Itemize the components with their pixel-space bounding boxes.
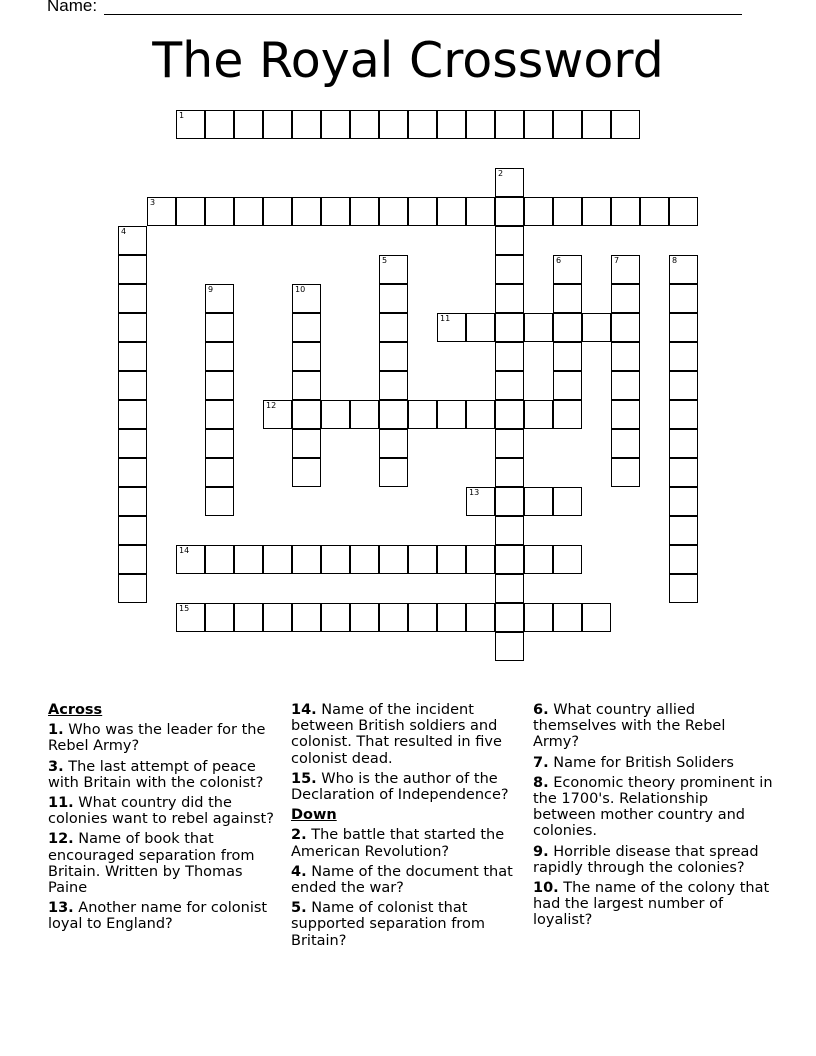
grid-cell[interactable] — [205, 371, 234, 400]
grid-cell[interactable] — [553, 313, 582, 342]
grid-cell[interactable] — [205, 284, 234, 313]
clue-number-label: 6 — [556, 256, 562, 265]
name-label: Name: — [47, 0, 98, 15]
clue-number: 1. — [48, 722, 64, 739]
clue-text: Name of colonist that supported separation from Britain? — [291, 900, 485, 949]
grid-cell[interactable] — [321, 545, 350, 574]
grid-cell[interactable] — [669, 400, 698, 429]
grid-cell[interactable] — [379, 371, 408, 400]
clue-text: Name of the incident between British soldiers and colonist. That resulted in five colonist dead. — [291, 702, 502, 767]
grid-cell[interactable] — [263, 603, 292, 632]
grid-cell[interactable] — [379, 458, 408, 487]
grid-cell[interactable] — [321, 400, 350, 429]
grid-cell[interactable] — [669, 342, 698, 371]
page-title: The Royal Crossword — [152, 32, 664, 89]
grid-cell[interactable] — [379, 400, 408, 429]
clue-number: 5. — [291, 900, 307, 917]
clue-number-label: 15 — [179, 604, 190, 613]
grid-cell[interactable] — [321, 110, 350, 139]
clue-number-label: 2 — [498, 169, 504, 178]
grid-cell[interactable] — [495, 255, 524, 284]
grid-cell[interactable] — [495, 516, 524, 545]
clue-number-label: 9 — [208, 285, 214, 294]
grid-cell[interactable] — [495, 603, 524, 632]
clue-across-11 — [48, 795, 284, 827]
clue-number-label: 1 — [179, 111, 185, 120]
grid-cell[interactable] — [205, 429, 234, 458]
clue-down-9 — [533, 844, 773, 876]
grid-cell[interactable] — [321, 603, 350, 632]
clue-down-4 — [291, 864, 521, 896]
grid-cell[interactable] — [292, 458, 321, 487]
grid-cell[interactable] — [234, 603, 263, 632]
grid-cell[interactable] — [118, 400, 147, 429]
grid-cell[interactable] — [611, 371, 640, 400]
grid-cell[interactable] — [118, 516, 147, 545]
clue-text: Who is the author of the Declaration of Independence? — [291, 770, 509, 804]
grid-cell[interactable] — [437, 197, 466, 226]
grid-cell[interactable] — [553, 371, 582, 400]
grid-cell[interactable] — [466, 545, 495, 574]
grid-cell[interactable] — [176, 110, 205, 139]
clue-across-3 — [48, 759, 284, 791]
grid-cell[interactable] — [408, 400, 437, 429]
clue-number-label: 8 — [672, 256, 678, 265]
grid-cell[interactable] — [292, 342, 321, 371]
grid-cell[interactable] — [495, 110, 524, 139]
clue-text: The battle that started the American Revolution? — [291, 827, 505, 860]
clue-down-2 — [291, 827, 521, 859]
clue-number-label: 4 — [121, 227, 127, 236]
grid-cell[interactable] — [437, 603, 466, 632]
grid-cell[interactable] — [118, 255, 147, 284]
grid-cell[interactable] — [495, 545, 524, 574]
grid-cell[interactable] — [669, 371, 698, 400]
grid-cell[interactable] — [524, 197, 553, 226]
clue-text: Who was the leader for the Rebel Army? — [48, 722, 266, 755]
grid-cell[interactable] — [118, 458, 147, 487]
grid-cell[interactable] — [263, 545, 292, 574]
grid-cell[interactable] — [611, 255, 640, 284]
grid-cell[interactable] — [379, 313, 408, 342]
clue-across-12 — [48, 831, 284, 896]
grid-cell[interactable] — [379, 603, 408, 632]
grid-cell[interactable] — [292, 110, 321, 139]
grid-cell[interactable] — [611, 342, 640, 371]
clue-number: 14. — [291, 702, 317, 718]
grid-cell[interactable] — [582, 313, 611, 342]
grid-cell[interactable] — [379, 197, 408, 226]
grid-cell[interactable] — [263, 400, 292, 429]
clue-number-label: 7 — [614, 256, 620, 265]
grid-cell[interactable] — [437, 400, 466, 429]
grid-cell[interactable] — [379, 284, 408, 313]
grid-cell[interactable] — [205, 110, 234, 139]
clue-number: 10. — [533, 880, 559, 897]
clue-number: 3. — [48, 758, 64, 775]
grid-cell[interactable] — [669, 574, 698, 603]
grid-cell[interactable] — [553, 342, 582, 371]
grid-cell[interactable] — [379, 429, 408, 458]
grid-cell[interactable] — [495, 284, 524, 313]
clue-text: The name of the colony that had the largest number of loyalist? — [533, 880, 770, 929]
grid-cell[interactable] — [582, 603, 611, 632]
grid-cell[interactable] — [437, 545, 466, 574]
grid-cell[interactable] — [205, 313, 234, 342]
clue-number-label: 5 — [382, 256, 388, 265]
grid-cell[interactable] — [495, 429, 524, 458]
grid-cell[interactable] — [524, 110, 553, 139]
grid-cell[interactable] — [495, 313, 524, 342]
grid-cell[interactable] — [118, 342, 147, 371]
grid-cell[interactable] — [466, 603, 495, 632]
clue-number: 13. — [48, 900, 74, 917]
clue-down-5 — [291, 900, 521, 949]
grid-cell[interactable] — [176, 603, 205, 632]
grid-cell[interactable] — [350, 545, 379, 574]
grid-cell[interactable] — [611, 313, 640, 342]
clue-number-label: 11 — [440, 314, 451, 323]
grid-cell[interactable] — [118, 487, 147, 516]
grid-cell[interactable] — [466, 313, 495, 342]
grid-cell[interactable] — [437, 313, 466, 342]
clue-text: Name of the document that ended the war? — [291, 863, 513, 897]
grid-cell[interactable] — [408, 545, 437, 574]
grid-cell[interactable] — [524, 487, 553, 516]
grid-cell[interactable] — [408, 110, 437, 139]
grid-cell[interactable] — [495, 574, 524, 603]
grid-cell[interactable] — [466, 197, 495, 226]
grid-cell[interactable] — [524, 603, 553, 632]
clue-down-8 — [533, 775, 773, 840]
grid-cell[interactable] — [495, 371, 524, 400]
grid-cell[interactable] — [118, 226, 147, 255]
clue-number: 2. — [291, 827, 307, 844]
clue-number: 15. — [291, 770, 317, 787]
clue-column-1 — [48, 702, 284, 937]
grid-cell[interactable] — [582, 197, 611, 226]
grid-cell[interactable] — [234, 197, 263, 226]
grid-cell[interactable] — [669, 545, 698, 574]
grid-cell[interactable] — [379, 110, 408, 139]
clue-number-label: 10 — [295, 285, 306, 294]
grid-cell[interactable] — [379, 342, 408, 371]
grid-cell[interactable] — [553, 400, 582, 429]
grid-cell[interactable] — [524, 545, 553, 574]
grid-cell[interactable] — [205, 458, 234, 487]
grid-cell[interactable] — [408, 603, 437, 632]
grid-cell[interactable] — [205, 342, 234, 371]
grid-cell[interactable] — [611, 458, 640, 487]
grid-cell[interactable] — [176, 197, 205, 226]
grid-cell[interactable] — [118, 545, 147, 574]
grid-cell[interactable] — [466, 400, 495, 429]
grid-cell[interactable] — [466, 110, 495, 139]
grid-cell[interactable] — [611, 110, 640, 139]
grid-cell[interactable] — [292, 545, 321, 574]
grid-cell[interactable] — [234, 545, 263, 574]
clue-text: What country allied themselves with the Rebel Army? — [533, 702, 726, 751]
clue-across-14 — [291, 702, 521, 767]
grid-cell[interactable] — [524, 400, 553, 429]
clue-number-label: 12 — [266, 401, 277, 410]
clue-text: Another name for colonist loyal to England? — [48, 900, 268, 933]
grid-cell[interactable] — [205, 400, 234, 429]
clue-number: 7. — [533, 754, 549, 771]
clue-column-2 — [291, 702, 521, 953]
grid-cell[interactable] — [582, 110, 611, 139]
grid-cell[interactable] — [350, 400, 379, 429]
grid-cell[interactable] — [553, 603, 582, 632]
grid-cell[interactable] — [118, 313, 147, 342]
grid-cell[interactable] — [495, 226, 524, 255]
grid-cell[interactable] — [263, 197, 292, 226]
grid-cell[interactable] — [350, 603, 379, 632]
grid-cell[interactable] — [350, 110, 379, 139]
grid-cell[interactable] — [292, 603, 321, 632]
clue-number-label: 13 — [469, 488, 480, 497]
grid-cell[interactable] — [205, 197, 234, 226]
grid-cell[interactable] — [292, 429, 321, 458]
grid-cell[interactable] — [669, 487, 698, 516]
grid-cell[interactable] — [611, 429, 640, 458]
clue-text: What country did the colonies want to rebel against? — [48, 795, 274, 828]
clue-column-3 — [533, 702, 773, 933]
grid-cell[interactable] — [640, 197, 669, 226]
grid-cell[interactable] — [263, 110, 292, 139]
grid-cell[interactable] — [495, 197, 524, 226]
grid-cell[interactable] — [379, 545, 408, 574]
grid-cell[interactable] — [669, 197, 698, 226]
clue-across-15 — [291, 771, 521, 803]
clue-number: 4. — [291, 863, 307, 880]
clue-number-label: 3 — [150, 198, 156, 207]
clue-number: 6. — [533, 702, 549, 718]
grid-cell[interactable] — [495, 400, 524, 429]
clue-text: Horrible disease that spread rapidly through the colonies? — [533, 843, 759, 876]
clue-number: 9. — [533, 843, 549, 860]
clue-number: 11. — [48, 795, 74, 812]
grid-cell[interactable] — [118, 371, 147, 400]
grid-cell[interactable] — [292, 400, 321, 429]
grid-cell[interactable] — [553, 487, 582, 516]
grid-cell[interactable] — [553, 284, 582, 313]
grid-cell[interactable] — [350, 197, 379, 226]
grid-cell[interactable] — [205, 487, 234, 516]
grid-cell[interactable] — [553, 255, 582, 284]
clue-number-label: 14 — [179, 546, 190, 555]
clue-across-13 — [48, 900, 284, 932]
grid-cell[interactable] — [466, 487, 495, 516]
grid-cell[interactable] — [495, 342, 524, 371]
grid-cell[interactable] — [495, 458, 524, 487]
clue-number: 12. — [48, 831, 74, 848]
grid-cell[interactable] — [495, 168, 524, 197]
grid-cell[interactable] — [669, 313, 698, 342]
grid-cell[interactable] — [379, 255, 408, 284]
grid-cell[interactable] — [611, 284, 640, 313]
grid-cell[interactable] — [669, 284, 698, 313]
clue-text: Name for British Soliders — [553, 754, 734, 771]
clue-down-7 — [533, 755, 773, 771]
grid-cell[interactable] — [118, 429, 147, 458]
grid-cell[interactable] — [205, 603, 234, 632]
grid-cell[interactable] — [118, 574, 147, 603]
grid-cell[interactable] — [495, 632, 524, 661]
grid-cell[interactable] — [205, 545, 234, 574]
clue-text: The last attempt of peace with Britain with the colonist? — [48, 758, 264, 791]
grid-cell[interactable] — [669, 429, 698, 458]
grid-cell[interactable] — [147, 197, 176, 226]
grid-cell[interactable] — [553, 545, 582, 574]
clue-across-1 — [48, 722, 284, 754]
grid-cell[interactable] — [553, 197, 582, 226]
clue-text: Name of book that encouraged separation from Britain. Written by Thomas Paine — [48, 831, 255, 897]
grid-cell[interactable] — [234, 110, 263, 139]
grid-cell[interactable] — [524, 313, 553, 342]
grid-cell[interactable] — [118, 284, 147, 313]
grid-cell[interactable] — [176, 545, 205, 574]
grid-cell[interactable] — [669, 458, 698, 487]
clue-text: Economic theory prominent in the 1700's. Relationship between mother country and colonies. — [533, 774, 773, 840]
grid-cell[interactable] — [292, 313, 321, 342]
grid-cell[interactable] — [292, 284, 321, 313]
grid-cell[interactable] — [611, 197, 640, 226]
clue-number: 8. — [533, 774, 549, 791]
clue-down-6 — [533, 702, 773, 751]
clue-down-10 — [533, 880, 773, 929]
grid-cell[interactable] — [408, 197, 437, 226]
down-heading: Down — [291, 807, 337, 824]
grid-cell[interactable] — [292, 197, 321, 226]
grid-cell[interactable] — [321, 197, 350, 226]
grid-cell[interactable] — [437, 110, 466, 139]
grid-cell[interactable] — [611, 400, 640, 429]
grid-cell[interactable] — [669, 255, 698, 284]
across-heading: Across — [48, 702, 103, 718]
grid-cell[interactable] — [292, 371, 321, 400]
grid-cell[interactable] — [495, 487, 524, 516]
grid-cell[interactable] — [669, 516, 698, 545]
grid-cell[interactable] — [553, 110, 582, 139]
